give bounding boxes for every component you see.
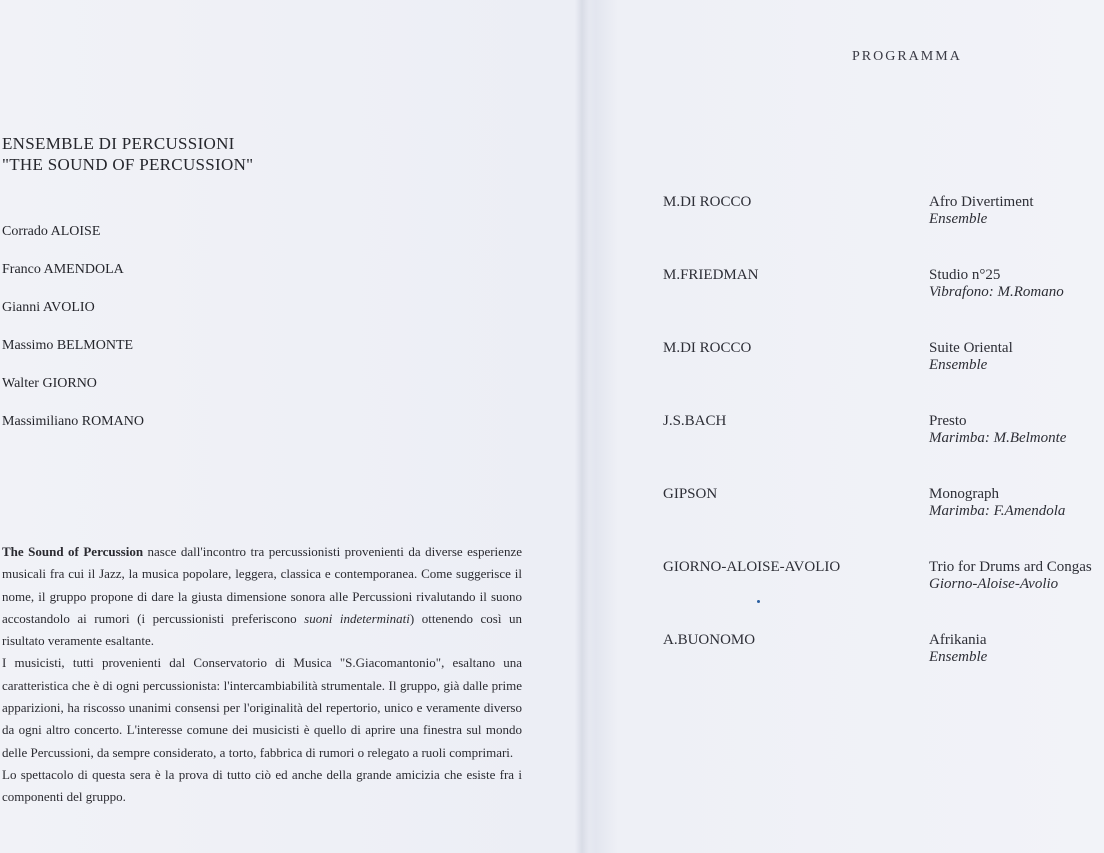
program-item [663,339,1104,412]
composer: M.DI ROCCO [663,194,752,210]
member-first-name: Massimiliano [2,414,79,429]
member-item [2,222,144,260]
program-item [663,412,1104,485]
bio-paragraph-2: I musicisti, tutti provenienti dal Conservatorio di Musica "S.Giacomantonio", esaltano una caratteristica che è di ogni percussionista: l'intercambiabilità strumentale. Il gruppo, già dalle prime apparizioni, ha riscosso unanimi consensi per l'originalità del repertorio, unico e veramente diverso da ogni altro concerto. L'interesse comune dei musicisti è quello di aprire una finestra sul mondo delle Percussioni, da sempre considerato, a torto, fabbrica di rumori o relegato a ruoli comprimari. [2,655,522,760]
bio-paragraph-3: Lo spettacolo di questa sera è la prova di tutto ciò ed anche della grande amicizia che esiste fra i componenti del gruppo. [2,766,522,805]
member-first-name: Gianni [2,300,41,315]
member-item [2,336,144,374]
piece [929,194,1034,228]
program-item [663,193,1104,266]
composer: GIORNO-ALOISE-AVOLIO [663,559,841,575]
ensemble-title-line-1: ENSEMBLE DI PERCUSSIONI [2,134,235,153]
member-last-name: AVOLIO [42,300,95,315]
performer: Marimba: F.Amendola [929,503,1066,519]
piece [929,559,1092,593]
bio-italic: suoni indeterminati [304,610,410,626]
piece [929,340,1013,374]
bio-paragraph-1 [2,541,522,652]
program-item [663,266,1104,339]
member-item [2,298,144,336]
piece [929,632,987,666]
performer: Ensemble [929,211,988,227]
performer: Ensemble [929,649,988,665]
performer: Marimba: M.Belmonte [929,430,1067,446]
ensemble-bio [2,541,522,809]
piece-title: Trio for Drums ard Congas [929,559,1092,575]
performer: Vibrafono: M.Romano [929,284,1064,300]
composer: J.S.BACH [663,413,727,429]
member-item [2,374,144,412]
member-first-name: Corrado [2,224,48,239]
performer: Ensemble [929,357,988,373]
piece-title: Afrikania [929,632,987,648]
composer: A.BUONOMO [663,632,756,648]
ink-dot [757,600,760,603]
member-item [2,412,144,450]
member-last-name: ROMANO [81,414,144,429]
ensemble-title [2,133,253,175]
program-title: PROGRAMMA [852,49,962,64]
member-last-name: ALOISE [50,224,101,239]
piece-title: Suite Oriental [929,340,1013,356]
right-page [590,0,1104,853]
composer: M.DI ROCCO [663,340,752,356]
piece [929,413,1066,447]
program-item [663,485,1104,558]
composer: GIPSON [663,486,718,502]
members-list [2,222,144,450]
bio-text: nasce dall'incontro tra percussionisti provenienti da diverse esperienze musicali fra cui il Jazz, la musica popolare, leggera, classica e contemporanea. Come suggerisce il nome, il gruppo propone di dare la giusta dimensione sonora alle Percussioni rivalutando il suono accostandolo ai rumori (i percussionisti preferiscono [2,544,522,626]
piece-title: Studio n°25 [929,267,1001,283]
program-list [663,193,1104,704]
composer: M.FRIEDMAN [663,267,759,283]
performer: Giorno-Aloise-Avolio [929,576,1059,592]
piece-title: Presto [929,413,967,429]
piece-title: Afro Divertiment [929,194,1034,210]
piece [929,486,1065,520]
bio-text: ) ottenendo così un risultato veramente esaltante. [2,610,523,649]
program-item [663,558,1104,631]
ensemble-title-line-2: "THE SOUND OF PERCUSSION" [2,155,254,174]
member-item [2,260,144,298]
program-item [663,631,1104,704]
piece-title: Monograph [929,486,999,502]
member-first-name: Franco [2,262,41,277]
member-last-name: AMENDOLA [43,262,124,277]
member-first-name: Massimo [2,338,54,353]
page-fold [575,0,589,853]
member-first-name: Walter [2,376,39,391]
member-last-name: GIORNO [42,376,97,391]
bio-lead: The Sound of Percussion [2,544,144,559]
member-last-name: BELMONTE [56,338,134,353]
piece [929,267,1064,301]
